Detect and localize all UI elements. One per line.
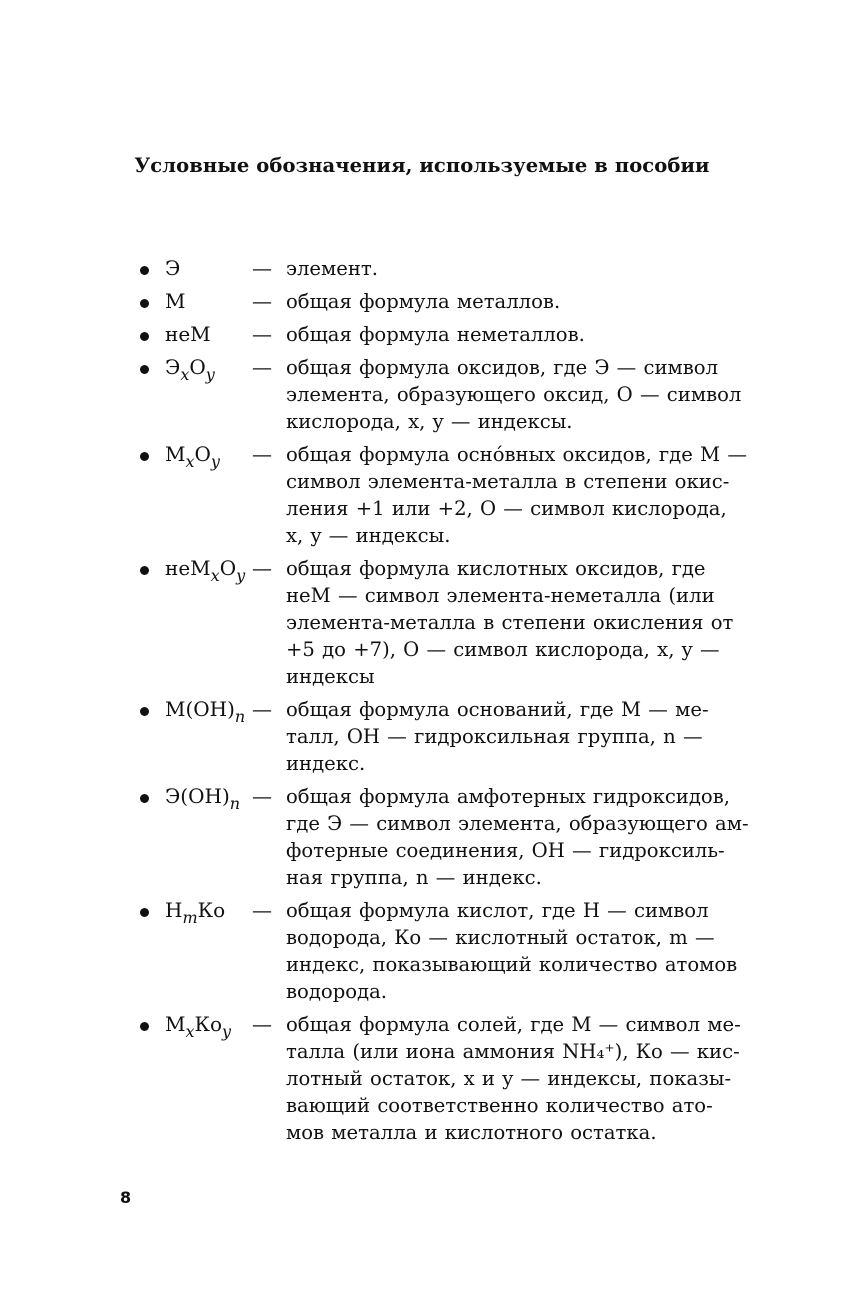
symbol-part: Н <box>165 898 183 922</box>
notation-description <box>286 321 770 348</box>
notation-symbol <box>165 255 180 282</box>
description-line: общая формула кислот, где Н — символ <box>286 899 709 922</box>
page-title: Условные обозначения, используемые в пособии <box>134 154 710 177</box>
bullet-icon <box>140 566 149 575</box>
notation-item <box>140 288 770 315</box>
bullet-icon <box>140 365 149 374</box>
dash-separator: — <box>252 256 272 280</box>
description-line: элемента, образующего оксид, О — символ <box>286 383 742 406</box>
dash-separator: — <box>252 784 272 808</box>
notation-symbol <box>165 354 215 382</box>
description-line: общая формула металлов. <box>286 290 561 313</box>
notation-symbol <box>165 897 225 925</box>
symbol-subscript: y <box>236 566 246 585</box>
bullet-icon <box>140 266 149 275</box>
bullet-icon <box>140 299 149 308</box>
description-line: общая формула солей, где М — символ ме- <box>286 1013 741 1036</box>
notation-item <box>140 441 770 549</box>
symbol-subscript: y <box>210 452 220 471</box>
description-line: общая формула оксидов, где Э — символ <box>286 356 719 379</box>
bullet-icon <box>140 794 149 803</box>
symbol-part: Ко <box>197 898 226 922</box>
notation-item <box>140 255 770 282</box>
description-line: вающий соответственно количество ато- <box>286 1094 713 1117</box>
description-line: +5 до +7), О — символ кислорода, x, y — <box>286 638 720 661</box>
notation-list <box>140 255 770 1152</box>
description-line: где Э — символ элемента, образующего ам- <box>286 812 749 835</box>
notation-description <box>286 555 770 690</box>
dash-separator: — <box>252 355 272 379</box>
dash-separator: — <box>252 697 272 721</box>
description-line: лотный остаток, x и y — индексы, показы- <box>286 1067 732 1090</box>
bullet-icon <box>140 908 149 917</box>
description-line: талла (или иона аммония NH₄⁺), Ко — кис- <box>286 1040 740 1063</box>
notation-description <box>286 1011 770 1146</box>
symbol-subscript: x <box>185 452 195 471</box>
notation-symbol <box>165 288 185 315</box>
description-line: общая формула кислотных оксидов, где <box>286 557 706 580</box>
description-line: индекс, показывающий количество атомов <box>286 953 738 976</box>
notation-item <box>140 321 770 348</box>
description-line: талл, ОН — гидроксильная группа, n — <box>286 725 703 748</box>
page-number: 8 <box>120 1188 132 1207</box>
bullet-icon <box>140 1022 149 1031</box>
notation-item <box>140 783 770 891</box>
symbol-part: Э <box>165 355 181 379</box>
description-line: общая формула неметаллов. <box>286 323 585 346</box>
notation-description <box>286 255 770 282</box>
dash-separator: — <box>252 556 272 580</box>
notation-item <box>140 897 770 1005</box>
symbol-part: Э <box>165 256 181 280</box>
description-line: мов металла и кислотного остатка. <box>286 1121 657 1144</box>
symbol-subscript: y <box>222 1022 232 1041</box>
notation-description <box>286 897 770 1005</box>
symbol-subscript: y <box>205 365 215 384</box>
symbol-part: O <box>219 556 237 580</box>
dash-separator: — <box>252 322 272 346</box>
dash-separator: — <box>252 289 272 313</box>
symbol-part: O <box>194 442 211 466</box>
symbol-subscript: n <box>229 794 241 813</box>
notation-symbol <box>165 1011 231 1039</box>
description-line: индексы <box>286 665 375 688</box>
description-line: элемента-металла в степени окисления от <box>286 611 734 634</box>
notation-description <box>286 696 770 777</box>
bullet-icon <box>140 452 149 461</box>
notation-symbol <box>165 783 240 811</box>
notation-item <box>140 555 770 690</box>
symbol-part: Э(ОН) <box>165 784 230 808</box>
notation-item <box>140 1011 770 1146</box>
symbol-part: М <box>165 289 186 313</box>
description-line: водорода. <box>286 980 388 1003</box>
symbol-part: Ко <box>194 1012 223 1036</box>
symbol-subscript: m <box>182 908 198 927</box>
symbol-part: неМ <box>165 556 211 580</box>
notation-symbol <box>165 555 245 583</box>
symbol-part: М <box>165 442 186 466</box>
description-line: общая формула амфотерных гидроксидов, <box>286 785 730 808</box>
description-line: кислорода, x, y — индексы. <box>286 410 573 433</box>
symbol-subscript: x <box>185 1022 195 1041</box>
description-line: ления +1 или +2, О — символ кислорода, <box>286 497 727 520</box>
symbol-subscript: x <box>210 566 220 585</box>
description-line: фотерные соединения, ОН — гидроксиль- <box>286 839 725 862</box>
symbol-part: М(ОН) <box>165 697 235 721</box>
notation-description <box>286 354 770 435</box>
dash-separator: — <box>252 898 272 922</box>
notation-item <box>140 354 770 435</box>
description-line: x, y — индексы. <box>286 524 451 547</box>
notation-symbol <box>165 696 245 724</box>
notation-symbol <box>165 321 211 348</box>
description-line: ная группа, n — индекс. <box>286 866 542 889</box>
symbol-part: неМ <box>165 322 211 346</box>
notation-description <box>286 288 770 315</box>
notation-symbol <box>165 441 220 469</box>
description-line: элемент. <box>286 257 378 280</box>
symbol-part: O <box>189 355 206 379</box>
description-line: индекс. <box>286 752 366 775</box>
notation-description <box>286 441 770 549</box>
description-line: общая формула оснований, где М — ме- <box>286 698 709 721</box>
description-line: неМ — символ элемента-неметалла (или <box>286 584 715 607</box>
notation-item <box>140 696 770 777</box>
symbol-subscript: n <box>234 707 246 726</box>
description-line: водорода, Ко — кислотный остаток, m — <box>286 926 715 949</box>
dash-separator: — <box>252 1012 272 1036</box>
bullet-icon <box>140 707 149 716</box>
notation-description <box>286 783 770 891</box>
description-line: символ элемента-металла в степени окис- <box>286 470 730 493</box>
symbol-part: М <box>165 1012 186 1036</box>
bullet-icon <box>140 332 149 341</box>
symbol-subscript: x <box>180 365 190 384</box>
dash-separator: — <box>252 442 272 466</box>
description-line: общая формула осно́вных оксидов, где М — <box>286 443 747 466</box>
